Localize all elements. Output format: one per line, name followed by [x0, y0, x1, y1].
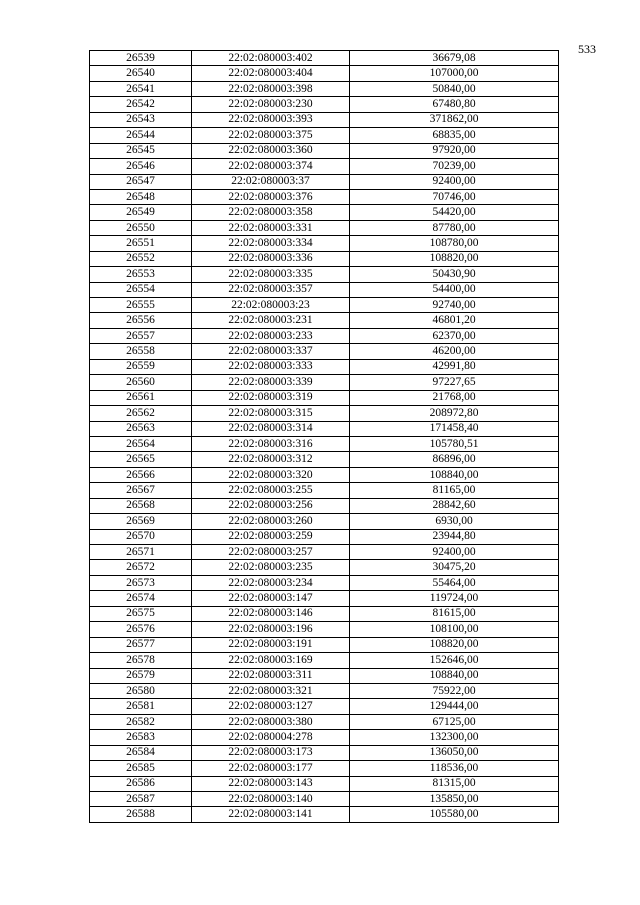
value-cell: 62370,00 [350, 328, 559, 343]
row-number-cell: 26579 [90, 668, 192, 683]
value-cell: 108100,00 [350, 622, 559, 637]
value-cell: 68835,00 [350, 128, 559, 143]
table-row [90, 128, 559, 143]
cadastral-number-cell: 22:02:080003:312 [192, 452, 350, 467]
row-number-cell: 26541 [90, 81, 192, 96]
cadastral-number-cell: 22:02:080003:337 [192, 344, 350, 359]
row-number-cell: 26571 [90, 545, 192, 560]
row-number-cell: 26584 [90, 745, 192, 760]
cadastral-number-cell: 22:02:080003:319 [192, 390, 350, 405]
row-number-cell: 26558 [90, 344, 192, 359]
cadastral-number-cell: 22:02:080003:231 [192, 313, 350, 328]
value-cell: 208972,80 [350, 406, 559, 421]
row-number-cell: 26563 [90, 421, 192, 436]
row-number-cell: 26554 [90, 282, 192, 297]
table-row [90, 622, 559, 637]
table-row [90, 282, 559, 297]
cadastral-number-cell: 22:02:080003:233 [192, 328, 350, 343]
table-row [90, 313, 559, 328]
cadastral-number-cell: 22:02:080003:314 [192, 421, 350, 436]
table-row [90, 545, 559, 560]
value-cell: 30475,20 [350, 560, 559, 575]
row-number-cell: 26577 [90, 637, 192, 652]
cadastral-number-cell: 22:02:080003:402 [192, 51, 350, 66]
cadastral-number-cell: 22:02:080003:404 [192, 66, 350, 81]
cadastral-number-cell: 22:02:080003:398 [192, 81, 350, 96]
row-number-cell: 26566 [90, 467, 192, 482]
cadastral-number-cell: 22:02:080003:259 [192, 529, 350, 544]
value-cell: 87780,00 [350, 220, 559, 235]
row-number-cell: 26544 [90, 128, 192, 143]
table-row [90, 81, 559, 96]
table-row [90, 807, 559, 822]
value-cell: 50840,00 [350, 81, 559, 96]
table-row [90, 714, 559, 729]
cadastral-number-cell: 22:02:080003:393 [192, 112, 350, 127]
value-cell: 129444,00 [350, 699, 559, 714]
value-cell: 97227,65 [350, 375, 559, 390]
cadastral-number-cell: 22:02:080003:335 [192, 267, 350, 282]
cadastral-number-cell: 22:02:080003:169 [192, 653, 350, 668]
row-number-cell: 26543 [90, 112, 192, 127]
cadastral-number-cell: 22:02:080003:127 [192, 699, 350, 714]
value-cell: 55464,00 [350, 575, 559, 590]
cadastral-number-cell: 22:02:080003:255 [192, 483, 350, 498]
row-number-cell: 26575 [90, 606, 192, 621]
cadastral-number-cell: 22:02:080003:333 [192, 359, 350, 374]
value-cell: 86896,00 [350, 452, 559, 467]
value-cell: 171458,40 [350, 421, 559, 436]
table-row [90, 529, 559, 544]
cadastral-number-cell: 22:02:080003:177 [192, 761, 350, 776]
table-row [90, 112, 559, 127]
row-number-cell: 26574 [90, 591, 192, 606]
row-number-cell: 26559 [90, 359, 192, 374]
table-row [90, 792, 559, 807]
value-cell: 107000,00 [350, 66, 559, 81]
cadastral-number-cell: 22:02:080003:374 [192, 159, 350, 174]
table-row [90, 436, 559, 451]
value-cell: 81165,00 [350, 483, 559, 498]
row-number-cell: 26581 [90, 699, 192, 714]
table-row [90, 174, 559, 189]
registry-table [89, 50, 559, 823]
cadastral-number-cell: 22:02:080003:321 [192, 683, 350, 698]
value-cell: 135850,00 [350, 792, 559, 807]
row-number-cell: 26587 [90, 792, 192, 807]
value-cell: 108840,00 [350, 668, 559, 683]
row-number-cell: 26545 [90, 143, 192, 158]
value-cell: 36679,08 [350, 51, 559, 66]
table-row [90, 637, 559, 652]
table-row [90, 498, 559, 513]
row-number-cell: 26555 [90, 298, 192, 313]
value-cell: 42991,80 [350, 359, 559, 374]
table-row [90, 251, 559, 266]
value-cell: 152646,00 [350, 653, 559, 668]
cadastral-number-cell: 22:02:080003:315 [192, 406, 350, 421]
table-row [90, 560, 559, 575]
value-cell: 81615,00 [350, 606, 559, 621]
row-number-cell: 26580 [90, 683, 192, 698]
table-row [90, 653, 559, 668]
value-cell: 23944,80 [350, 529, 559, 544]
table-row [90, 236, 559, 251]
table-row [90, 668, 559, 683]
row-number-cell: 26568 [90, 498, 192, 513]
cadastral-number-cell: 22:02:080003:360 [192, 143, 350, 158]
value-cell: 97920,00 [350, 143, 559, 158]
table-row [90, 390, 559, 405]
row-number-cell: 26547 [90, 174, 192, 189]
cadastral-number-cell: 22:02:080003:376 [192, 189, 350, 204]
table-row [90, 220, 559, 235]
cadastral-number-cell: 22:02:080003:334 [192, 236, 350, 251]
cadastral-number-cell: 22:02:080003:357 [192, 282, 350, 297]
value-cell: 70239,00 [350, 159, 559, 174]
row-number-cell: 26557 [90, 328, 192, 343]
table-row [90, 189, 559, 204]
table-row [90, 699, 559, 714]
table-row [90, 514, 559, 529]
cadastral-number-cell: 22:02:080003:196 [192, 622, 350, 637]
value-cell: 81315,00 [350, 776, 559, 791]
row-number-cell: 26552 [90, 251, 192, 266]
row-number-cell: 26553 [90, 267, 192, 282]
row-number-cell: 26546 [90, 159, 192, 174]
row-number-cell: 26561 [90, 390, 192, 405]
row-number-cell: 26569 [90, 514, 192, 529]
table-row [90, 66, 559, 81]
row-number-cell: 26585 [90, 761, 192, 776]
table-row [90, 761, 559, 776]
registry-table-body [90, 51, 559, 823]
row-number-cell: 26578 [90, 653, 192, 668]
cadastral-number-cell: 22:02:080003:260 [192, 514, 350, 529]
row-number-cell: 26583 [90, 730, 192, 745]
row-number-cell: 26560 [90, 375, 192, 390]
value-cell: 46200,00 [350, 344, 559, 359]
cadastral-number-cell: 22:02:080003:320 [192, 467, 350, 482]
row-number-cell: 26588 [90, 807, 192, 822]
value-cell: 136050,00 [350, 745, 559, 760]
table-row [90, 591, 559, 606]
row-number-cell: 26582 [90, 714, 192, 729]
row-number-cell: 26551 [90, 236, 192, 251]
row-number-cell: 26567 [90, 483, 192, 498]
table-row [90, 421, 559, 436]
value-cell: 54420,00 [350, 205, 559, 220]
row-number-cell: 26562 [90, 406, 192, 421]
value-cell: 92400,00 [350, 174, 559, 189]
cadastral-number-cell: 22:02:080003:37 [192, 174, 350, 189]
page-number: 533 [578, 42, 596, 56]
value-cell: 108820,00 [350, 637, 559, 652]
row-number-cell: 26550 [90, 220, 192, 235]
cadastral-number-cell: 22:02:080003:173 [192, 745, 350, 760]
value-cell: 92740,00 [350, 298, 559, 313]
table-row [90, 575, 559, 590]
table-row [90, 776, 559, 791]
value-cell: 132300,00 [350, 730, 559, 745]
value-cell: 28842,60 [350, 498, 559, 513]
table-row [90, 452, 559, 467]
cadastral-number-cell: 22:02:080003:316 [192, 436, 350, 451]
value-cell: 371862,00 [350, 112, 559, 127]
table-row [90, 375, 559, 390]
row-number-cell: 26572 [90, 560, 192, 575]
row-number-cell: 26548 [90, 189, 192, 204]
table-row [90, 298, 559, 313]
value-cell: 46801,20 [350, 313, 559, 328]
cadastral-number-cell: 22:02:080003:380 [192, 714, 350, 729]
cadastral-number-cell: 22:02:080003:358 [192, 205, 350, 220]
row-number-cell: 26564 [90, 436, 192, 451]
table-row [90, 359, 559, 374]
table-row [90, 205, 559, 220]
row-number-cell: 26573 [90, 575, 192, 590]
cadastral-number-cell: 22:02:080003:191 [192, 637, 350, 652]
cadastral-number-cell: 22:02:080003:147 [192, 591, 350, 606]
value-cell: 92400,00 [350, 545, 559, 560]
table-row [90, 344, 559, 359]
table-row [90, 97, 559, 112]
cadastral-number-cell: 22:02:080003:257 [192, 545, 350, 560]
cadastral-number-cell: 22:02:080003:256 [192, 498, 350, 513]
table-row [90, 406, 559, 421]
cadastral-number-cell: 22:02:080003:140 [192, 792, 350, 807]
table-row [90, 606, 559, 621]
cadastral-number-cell: 22:02:080003:23 [192, 298, 350, 313]
cadastral-number-cell: 22:02:080003:234 [192, 575, 350, 590]
row-number-cell: 26539 [90, 51, 192, 66]
cadastral-number-cell: 22:02:080003:230 [192, 97, 350, 112]
cadastral-number-cell: 22:02:080004:278 [192, 730, 350, 745]
value-cell: 108780,00 [350, 236, 559, 251]
cadastral-number-cell: 22:02:080003:141 [192, 807, 350, 822]
table-row [90, 51, 559, 66]
cadastral-number-cell: 22:02:080003:331 [192, 220, 350, 235]
cadastral-number-cell: 22:02:080003:339 [192, 375, 350, 390]
row-number-cell: 26556 [90, 313, 192, 328]
value-cell: 70746,00 [350, 189, 559, 204]
cadastral-number-cell: 22:02:080003:146 [192, 606, 350, 621]
cadastral-number-cell: 22:02:080003:311 [192, 668, 350, 683]
table-row [90, 483, 559, 498]
row-number-cell: 26570 [90, 529, 192, 544]
value-cell: 21768,00 [350, 390, 559, 405]
value-cell: 75922,00 [350, 683, 559, 698]
value-cell: 119724,00 [350, 591, 559, 606]
row-number-cell: 26586 [90, 776, 192, 791]
value-cell: 108840,00 [350, 467, 559, 482]
value-cell: 6930,00 [350, 514, 559, 529]
row-number-cell: 26576 [90, 622, 192, 637]
cadastral-number-cell: 22:02:080003:375 [192, 128, 350, 143]
value-cell: 50430,90 [350, 267, 559, 282]
row-number-cell: 26542 [90, 97, 192, 112]
value-cell: 108820,00 [350, 251, 559, 266]
cadastral-number-cell: 22:02:080003:143 [192, 776, 350, 791]
row-number-cell: 26549 [90, 205, 192, 220]
value-cell: 67125,00 [350, 714, 559, 729]
table-row [90, 683, 559, 698]
cadastral-number-cell: 22:02:080003:336 [192, 251, 350, 266]
row-number-cell: 26565 [90, 452, 192, 467]
value-cell: 118536,00 [350, 761, 559, 776]
value-cell: 67480,80 [350, 97, 559, 112]
table-row [90, 745, 559, 760]
table-row [90, 159, 559, 174]
table-row [90, 467, 559, 482]
table-row [90, 267, 559, 282]
value-cell: 105580,00 [350, 807, 559, 822]
table-row [90, 143, 559, 158]
value-cell: 105780,51 [350, 436, 559, 451]
value-cell: 54400,00 [350, 282, 559, 297]
table-row [90, 730, 559, 745]
cadastral-number-cell: 22:02:080003:235 [192, 560, 350, 575]
table-row [90, 328, 559, 343]
row-number-cell: 26540 [90, 66, 192, 81]
